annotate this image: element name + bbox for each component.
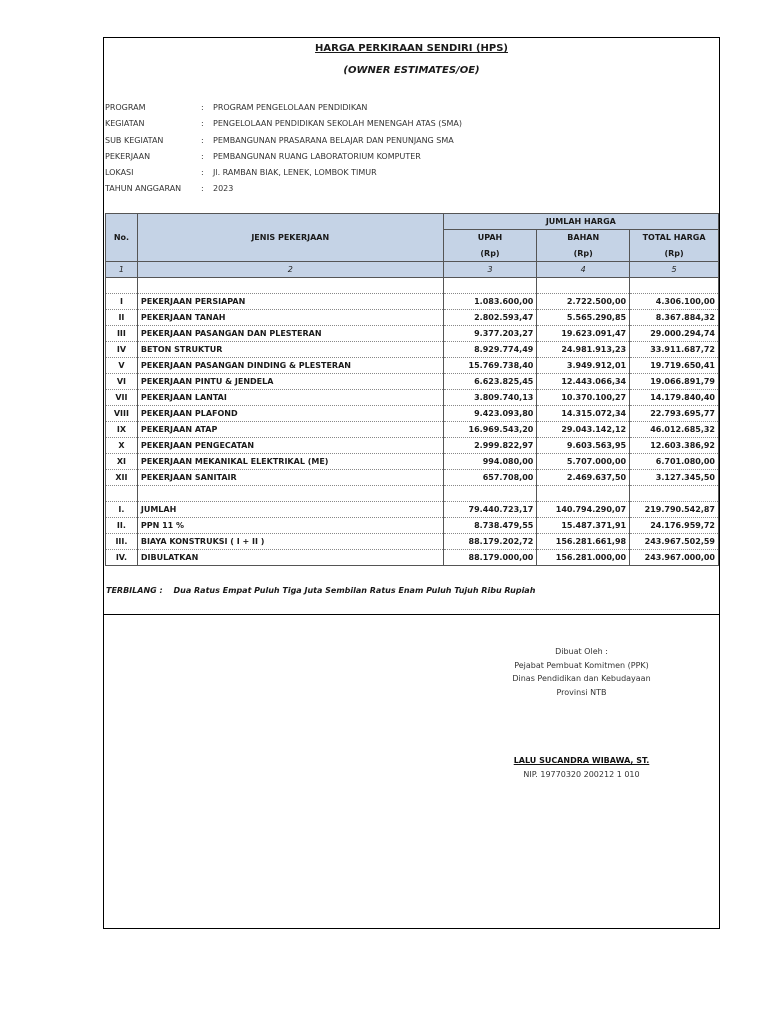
signer-province: Provinsi NTB xyxy=(556,687,607,697)
item-name: PPN 11 % xyxy=(137,518,443,534)
bahan-value: 140.794.290,07 xyxy=(537,502,630,518)
signer-nip: NIP. 19770320 200212 1 010 xyxy=(523,769,640,779)
total-value: 6.701.080,00 xyxy=(630,454,719,470)
header-jumlah-harga: JUMLAH HARGA xyxy=(443,214,718,230)
total-value: 219.790.542,87 xyxy=(630,502,719,518)
table-row xyxy=(106,422,719,438)
summary-row xyxy=(106,502,719,518)
blank-row xyxy=(106,486,719,502)
header-total-harga: TOTAL HARGA xyxy=(630,230,719,246)
signer-position: Pejabat Pembuat Komitmen (PPK) xyxy=(514,660,649,670)
bahan-value: 156.281.000,00 xyxy=(537,550,630,566)
blank-cell xyxy=(137,278,443,294)
cost-table xyxy=(105,213,719,566)
upah-value: 2.802.593,47 xyxy=(443,310,537,326)
item-name: BIAYA KONSTRUKSI ( I + II ) xyxy=(137,534,443,550)
item-no: IV xyxy=(106,342,138,358)
item-no: IX xyxy=(106,422,138,438)
item-no: V xyxy=(106,358,138,374)
item-no: VI xyxy=(106,374,138,390)
column-index-row xyxy=(106,262,719,278)
header-jenis-pekerjaan: JENIS PEKERJAAN xyxy=(137,214,443,262)
terbilang-label: TERBILANG : xyxy=(106,586,163,595)
bahan-value: 156.281.661,98 xyxy=(537,534,630,550)
table-row xyxy=(106,294,719,310)
info-value: Jl. RAMBAN BIAK, LENEK, LOMBOK TIMUR xyxy=(213,168,377,178)
bahan-value: 2.722.500,00 xyxy=(537,294,630,310)
header-total-unit: (Rp) xyxy=(630,246,719,262)
info-row xyxy=(105,181,462,197)
item-name: PEKERJAAN LANTAI xyxy=(137,390,443,406)
table-row xyxy=(106,390,719,406)
total-value: 46.012.685,32 xyxy=(630,422,719,438)
item-no: I. xyxy=(106,502,138,518)
info-value: PENGELOLAAN PENDIDIKAN SEKOLAH MENENGAH ATAS (SMA) xyxy=(213,119,462,129)
item-no: II. xyxy=(106,518,138,534)
info-row xyxy=(105,149,462,165)
summary-row xyxy=(106,518,719,534)
column-index: 2 xyxy=(137,262,443,278)
terbilang-text: Dua Ratus Empat Puluh Tiga Juta Sembilan Ratus Enam Puluh Tujuh Ribu Rupiah xyxy=(173,586,536,595)
item-no: VIII xyxy=(106,406,138,422)
table-row xyxy=(106,470,719,486)
info-label: SUB KEGIATAN xyxy=(105,135,164,145)
item-no: VII xyxy=(106,390,138,406)
bahan-value: 9.603.563,95 xyxy=(537,438,630,454)
item-no: II xyxy=(106,310,138,326)
signer-name: LALU SUCANDRA WIBAWA, ST. xyxy=(513,756,650,765)
total-value: 243.967.502,59 xyxy=(630,534,719,550)
blank-cell xyxy=(537,486,630,502)
hps-document xyxy=(103,37,720,929)
table-row xyxy=(106,454,719,470)
item-name: PEKERJAAN TANAH xyxy=(137,310,443,326)
info-colon: : xyxy=(201,168,204,178)
info-label: LOKASI xyxy=(105,168,134,178)
blank-cell xyxy=(443,278,537,294)
item-name: PEKERJAAN PENGECATAN xyxy=(137,438,443,454)
item-name: PEKERJAAN PASANGAN DINDING & PLESTERAN xyxy=(137,358,443,374)
signer-office: Dinas Pendidikan dan Kebudayaan xyxy=(512,674,651,683)
total-value: 4.306.100,00 xyxy=(630,294,719,310)
terbilang-line xyxy=(106,586,535,595)
table-row xyxy=(106,326,719,342)
info-value: PROGRAM PENGELOLAAN PENDIDIKAN xyxy=(213,103,368,112)
info-colon: : xyxy=(201,119,204,129)
total-value: 19.066.891,79 xyxy=(630,374,719,390)
upah-value: 9.377.203,27 xyxy=(443,326,537,342)
upah-value: 88.179.202,72 xyxy=(443,534,537,550)
document-title: HARGA PERKIRAAN SENDIRI (HPS) xyxy=(315,43,508,54)
column-index: 5 xyxy=(630,262,719,278)
info-label: KEGIATAN xyxy=(105,119,145,129)
item-name: PEKERJAAN ATAP xyxy=(137,422,443,438)
column-index: 1 xyxy=(106,262,138,278)
item-no: X xyxy=(106,438,138,454)
info-label: PEKERJAAN xyxy=(105,151,151,161)
bahan-value: 19.623.091,47 xyxy=(537,326,630,342)
total-value: 12.603.386,92 xyxy=(630,438,719,454)
table-row xyxy=(106,342,719,358)
item-no: I xyxy=(106,294,138,310)
table-row xyxy=(106,358,719,374)
header-bahan-unit: (Rp) xyxy=(537,246,630,262)
upah-value: 15.769.738,40 xyxy=(443,358,537,374)
item-no: XI xyxy=(106,454,138,470)
total-value: 29.000.294,74 xyxy=(630,326,719,342)
bahan-value: 24.981.913,23 xyxy=(537,342,630,358)
item-name: PEKERJAAN MEKANIKAL ELEKTRIKAL (ME) xyxy=(137,454,443,470)
info-label: TAHUN ANGGARAN xyxy=(105,184,182,194)
total-value: 19.719.650,41 xyxy=(630,358,719,374)
bahan-value: 2.469.637,50 xyxy=(537,470,630,486)
upah-value: 8.929.774,49 xyxy=(443,342,537,358)
total-value: 33.911.687,72 xyxy=(630,342,719,358)
upah-value: 6.623.825,45 xyxy=(443,374,537,390)
table-row xyxy=(106,310,719,326)
upah-value: 994.080,00 xyxy=(443,454,537,470)
column-index: 4 xyxy=(537,262,630,278)
bahan-value: 14.315.072,34 xyxy=(537,406,630,422)
upah-value: 8.738.479,55 xyxy=(443,518,537,534)
total-value: 14.179.840,40 xyxy=(630,390,719,406)
table-row xyxy=(106,406,719,422)
item-name: DIBULATKAN xyxy=(137,550,443,566)
item-name: PEKERJAAN PINTU & JENDELA xyxy=(137,374,443,390)
info-value: PEMBANGUNAN PRASARANA BELAJAR DAN PENUNJANG SMA xyxy=(213,135,454,145)
total-value: 243.967.000,00 xyxy=(630,550,719,566)
bahan-value: 29.043.142,12 xyxy=(537,422,630,438)
item-name: BETON STRUKTUR xyxy=(137,342,443,358)
upah-value: 16.969.543,20 xyxy=(443,422,537,438)
table-header-row-1 xyxy=(106,214,719,230)
header-upah: UPAH xyxy=(443,230,537,246)
info-label: PROGRAM xyxy=(105,103,146,112)
header-bahan: BAHAN xyxy=(537,230,630,246)
item-name: PEKERJAAN PLAFOND xyxy=(137,406,443,422)
summary-row xyxy=(106,550,719,566)
bahan-value: 5.565.290,85 xyxy=(537,310,630,326)
info-value: 2023 xyxy=(213,184,234,194)
item-name: PEKERJAAN PASANGAN DAN PLESTERAN xyxy=(137,326,443,342)
info-colon: : xyxy=(201,135,204,145)
info-colon: : xyxy=(201,151,204,161)
bahan-value: 10.370.100,27 xyxy=(537,390,630,406)
signer-identity xyxy=(484,754,679,781)
item-no: IV. xyxy=(106,550,138,566)
made-by-label: Dibuat Oleh : xyxy=(555,647,608,656)
blank-cell xyxy=(106,278,138,294)
signature-block xyxy=(484,645,679,699)
item-name: JUMLAH xyxy=(137,502,443,518)
header-no: No. xyxy=(106,214,138,262)
info-value: PEMBANGUNAN RUANG LABORATORIUM KOMPUTER xyxy=(213,151,421,161)
info-colon: : xyxy=(201,103,204,112)
table-row xyxy=(106,438,719,454)
summary-row xyxy=(106,534,719,550)
upah-value: 79.440.723,17 xyxy=(443,502,537,518)
column-index: 3 xyxy=(443,262,537,278)
info-row xyxy=(105,116,462,132)
blank-cell xyxy=(630,278,719,294)
total-value: 8.367.884,32 xyxy=(630,310,719,326)
item-no: III xyxy=(106,326,138,342)
upah-value: 1.083.600,00 xyxy=(443,294,537,310)
header-upah-unit: (Rp) xyxy=(443,246,537,262)
upah-value: 2.999.822,97 xyxy=(443,438,537,454)
blank-cell xyxy=(630,486,719,502)
blank-cell xyxy=(443,486,537,502)
bahan-value: 12.443.066,34 xyxy=(537,374,630,390)
blank-cell xyxy=(137,486,443,502)
item-no: III. xyxy=(106,534,138,550)
document-subtitle: (OWNER ESTIMATES/OE) xyxy=(343,65,480,76)
blank-row xyxy=(106,278,719,294)
upah-value: 88.179.000,00 xyxy=(443,550,537,566)
upah-value: 9.423.093,80 xyxy=(443,406,537,422)
table-row xyxy=(106,374,719,390)
blank-cell xyxy=(537,278,630,294)
bahan-value: 15.487.371,91 xyxy=(537,518,630,534)
item-name: PEKERJAAN PERSIAPAN xyxy=(137,294,443,310)
total-value: 3.127.345,50 xyxy=(630,470,719,486)
info-colon: : xyxy=(201,184,204,194)
info-row xyxy=(105,133,462,149)
section-divider xyxy=(104,614,719,615)
total-value: 22.793.695,77 xyxy=(630,406,719,422)
info-row xyxy=(105,165,462,181)
info-row xyxy=(105,100,462,116)
info-block xyxy=(105,100,462,198)
item-name: PEKERJAAN SANITAIR xyxy=(137,470,443,486)
upah-value: 3.809.740,13 xyxy=(443,390,537,406)
item-no: XII xyxy=(106,470,138,486)
upah-value: 657.708,00 xyxy=(443,470,537,486)
blank-cell xyxy=(106,486,138,502)
total-value: 24.176.959,72 xyxy=(630,518,719,534)
bahan-value: 3.949.912,01 xyxy=(537,358,630,374)
bahan-value: 5.707.000,00 xyxy=(537,454,630,470)
